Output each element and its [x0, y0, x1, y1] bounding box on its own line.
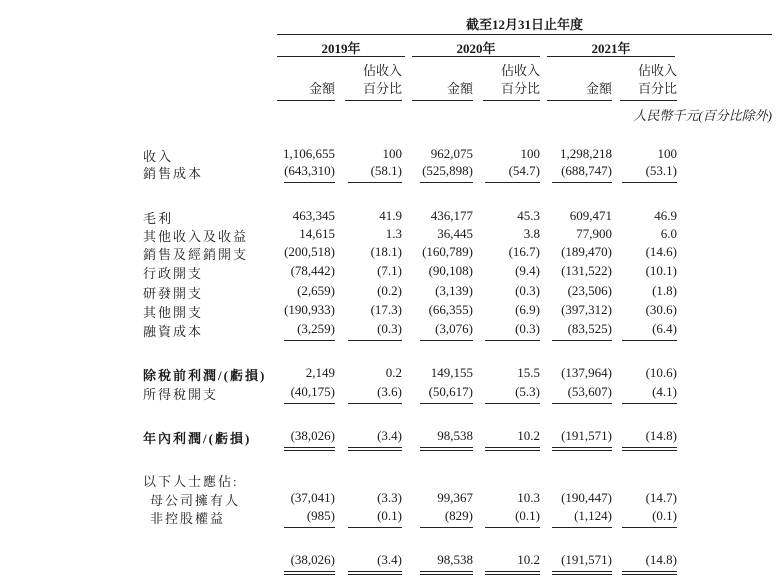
year-2019: 2019年 [321, 41, 361, 56]
row-label: 銷售成本 [143, 166, 204, 181]
subtotal-rule [284, 340, 335, 341]
cell-2020-pct: (0.3) [515, 321, 540, 336]
row-label: 銷售及經銷開支 [143, 247, 249, 262]
subtotal-rule [348, 527, 402, 528]
total-rule [284, 574, 335, 575]
total-rule [552, 447, 612, 448]
cell-2021-pct: (10.1) [645, 263, 677, 278]
total-rule [622, 447, 677, 448]
cell-2019-pct: (7.1) [377, 263, 402, 278]
total-rule [485, 447, 540, 448]
cell-2021-pct: 46.9 [654, 208, 677, 223]
total-rule [348, 447, 402, 448]
amount-head-2020: 金額 [446, 81, 473, 96]
pct-head-2021-l2: 百分比 [637, 81, 677, 96]
cell-2021-amount: (688,747) [561, 163, 612, 178]
table-row [0, 146, 779, 164]
total-rule [420, 450, 473, 451]
pct-head-2019-l2: 百分比 [362, 81, 402, 96]
period-rule [277, 34, 772, 35]
row-label: 非控股權益 [150, 511, 226, 526]
cell-2021-amount: (397,312) [561, 302, 612, 317]
cell-2020-pct: (5.3) [515, 384, 540, 399]
total-rule [348, 571, 402, 572]
subtotal-rule [622, 182, 677, 183]
row-label: 以下人士應佔: [143, 474, 239, 489]
head-rule [345, 100, 402, 101]
cell-2019-pct: 41.9 [379, 208, 402, 223]
subtotal-rule [348, 182, 402, 183]
row-label: 行政開支 [143, 266, 204, 281]
total-rule [485, 574, 540, 575]
head-rule [412, 100, 473, 101]
row-label: 其他開支 [143, 305, 204, 320]
subtotal-rule [552, 182, 612, 183]
row-label: 融資成本 [143, 324, 204, 339]
subtotal-rule [622, 340, 677, 341]
table-row [0, 244, 779, 262]
year-rule-2019 [277, 56, 405, 57]
cell-2020-pct: 10.3 [517, 490, 540, 505]
unit-caption: 人民幣千元(百分比除外) [633, 108, 772, 123]
cell-2020-amount: (3,076) [435, 321, 473, 336]
total-rule [622, 574, 677, 575]
total-rule [552, 574, 612, 575]
total-rule [284, 450, 335, 451]
cell-2020-amount: 98,538 [437, 552, 473, 567]
table-row [0, 208, 779, 226]
cell-2020-amount: (90,108) [428, 263, 473, 278]
subtotal-rule [485, 527, 540, 528]
row-label: 母公司擁有人 [150, 493, 241, 508]
cell-2019-amount: (38,026) [290, 428, 335, 443]
cell-2019-pct: (18.1) [370, 244, 402, 259]
cell-2021-pct: (30.6) [645, 302, 677, 317]
table-row [0, 384, 779, 402]
cell-2019-amount: 1,106,655 [283, 146, 335, 161]
row-label: 研發開支 [143, 286, 204, 301]
total-rule [420, 447, 473, 448]
table-row [0, 163, 779, 181]
cell-2021-pct: 100 [657, 146, 677, 161]
cell-2019-pct: (3.4) [377, 428, 402, 443]
cell-2020-amount: 99,367 [437, 490, 473, 505]
cell-2019-amount: (37,041) [290, 490, 335, 505]
cell-2020-pct: (0.1) [515, 508, 540, 523]
table-row [0, 302, 779, 320]
cell-2021-amount: (53,607) [567, 384, 612, 399]
total-rule [485, 450, 540, 451]
cell-2020-pct: 15.5 [517, 365, 540, 380]
cell-2021-pct: (1.8) [652, 283, 677, 298]
pct-head-2020-l1: 佔收入 [500, 63, 540, 78]
amount-head-2019: 金額 [308, 81, 335, 96]
table-row [0, 471, 779, 489]
period-title: 截至12月31日止年度 [465, 17, 583, 32]
amount-head-2021: 金額 [585, 81, 612, 96]
table-row [0, 226, 779, 244]
row-label: 年內利潤/(虧損) [143, 431, 252, 446]
cell-2021-amount: (190,447) [561, 490, 612, 505]
cell-2019-amount: (643,310) [284, 163, 335, 178]
cell-2020-amount: 98,538 [437, 428, 473, 443]
cell-2021-pct: (53.1) [645, 163, 677, 178]
cell-2021-pct: (10.6) [645, 365, 677, 380]
total-rule [348, 450, 402, 451]
cell-2019-amount: 2,149 [305, 365, 335, 380]
subtotal-rule [552, 340, 612, 341]
subtotal-rule [284, 403, 335, 404]
row-label: 其他收入及收益 [143, 229, 249, 244]
year-rule-2020 [412, 56, 540, 57]
subtotal-rule [622, 527, 677, 528]
pct-head-2021-l1: 佔收入 [637, 63, 677, 78]
cell-2019-amount: (190,933) [284, 302, 335, 317]
pct-head-2020-l2: 百分比 [500, 81, 540, 96]
head-rule [277, 100, 335, 101]
cell-2021-pct: (4.1) [652, 384, 677, 399]
cell-2019-amount: (200,518) [284, 244, 335, 259]
subtotal-rule [622, 403, 677, 404]
total-rule [284, 571, 335, 572]
cell-2019-amount: (78,442) [290, 263, 335, 278]
subtotal-rule [284, 527, 335, 528]
cell-2019-pct: (17.3) [370, 302, 402, 317]
total-rule [552, 571, 612, 572]
row-label: 所得稅開支 [143, 387, 219, 402]
row-label: 收入 [143, 149, 174, 164]
total-rule [420, 571, 473, 572]
cell-2019-amount: (2,659) [297, 283, 335, 298]
subtotal-rule [552, 403, 612, 404]
subtotal-rule [420, 527, 473, 528]
cell-2021-amount: (23,506) [567, 283, 612, 298]
cell-2021-pct: (14.8) [645, 428, 677, 443]
cell-2020-pct: 45.3 [517, 208, 540, 223]
total-rule [420, 574, 473, 575]
cell-2020-amount: (525,898) [422, 163, 473, 178]
cell-2020-pct: (9.4) [515, 263, 540, 278]
cell-2020-amount: (66,355) [428, 302, 473, 317]
cell-2020-amount: 36,445 [437, 226, 473, 241]
subtotal-rule [420, 340, 473, 341]
cell-2021-amount: (1,124) [574, 508, 612, 523]
cell-2021-pct: (14.7) [645, 490, 677, 505]
cell-2019-amount: (38,026) [290, 552, 335, 567]
cell-2021-pct: (14.8) [645, 552, 677, 567]
cell-2020-pct: 3.8 [523, 226, 540, 241]
head-rule [547, 100, 612, 101]
cell-2021-amount: (131,522) [561, 263, 612, 278]
cell-2021-amount: (189,470) [561, 244, 612, 259]
pct-head-2019-l1: 佔收入 [362, 63, 402, 78]
cell-2019-amount: (3,259) [297, 321, 335, 336]
cell-2019-pct: 100 [382, 146, 402, 161]
row-label: 毛利 [143, 211, 174, 226]
cell-2019-pct: (0.3) [377, 321, 402, 336]
cell-2021-pct: (14.6) [645, 244, 677, 259]
cell-2021-amount: 1,298,218 [560, 146, 612, 161]
cell-2019-pct: (3.3) [377, 490, 402, 505]
total-rule [485, 571, 540, 572]
cell-2019-pct: (58.1) [370, 163, 402, 178]
total-rule [284, 447, 335, 448]
total-rule [622, 450, 677, 451]
head-rule [620, 100, 677, 101]
cell-2019-amount: (985) [306, 508, 335, 523]
cell-2020-pct: (6.9) [515, 302, 540, 317]
cell-2020-amount: 962,075 [430, 146, 473, 161]
total-rule [348, 574, 402, 575]
head-rule [483, 100, 540, 101]
cell-2021-amount: (137,964) [561, 365, 612, 380]
cell-2020-amount: 436,177 [430, 208, 473, 223]
year-rule-2021 [547, 56, 675, 57]
table-row [0, 283, 779, 301]
cell-2021-pct: (0.1) [652, 508, 677, 523]
cell-2019-pct: 0.2 [385, 365, 402, 380]
table-row [0, 552, 779, 570]
table-row [0, 490, 779, 508]
cell-2021-amount: (191,571) [561, 552, 612, 567]
subtotal-rule [420, 182, 473, 183]
table-row [0, 321, 779, 339]
subtotal-rule [284, 182, 335, 183]
cell-2021-amount: 609,471 [569, 208, 612, 223]
cell-2019-pct: (0.2) [377, 283, 402, 298]
row-label: 除稅前利潤/(虧損) [143, 368, 267, 383]
cell-2019-amount: (40,175) [290, 384, 335, 399]
subtotal-rule [485, 403, 540, 404]
year-2020: 2020年 [456, 41, 496, 56]
subtotal-rule [552, 527, 612, 528]
cell-2020-pct: (54.7) [508, 163, 540, 178]
cell-2019-pct: (3.6) [377, 384, 402, 399]
cell-2020-pct: 10.2 [517, 428, 540, 443]
cell-2020-amount: (3,139) [435, 283, 473, 298]
cell-2020-pct: 100 [520, 146, 540, 161]
subtotal-rule [485, 182, 540, 183]
cell-2019-amount: 463,345 [292, 208, 335, 223]
cell-2019-pct: 1.3 [385, 226, 402, 241]
subtotal-rule [420, 403, 473, 404]
total-rule [552, 450, 612, 451]
subtotal-rule [348, 340, 402, 341]
cell-2020-pct: 10.2 [517, 552, 540, 567]
cell-2019-pct: (0.1) [377, 508, 402, 523]
table-row [0, 365, 779, 383]
total-rule [622, 571, 677, 572]
cell-2021-amount: (83,525) [567, 321, 612, 336]
table-row [0, 263, 779, 281]
cell-2019-amount: 14,615 [299, 226, 335, 241]
cell-2020-amount: (829) [444, 508, 473, 523]
cell-2021-pct: (6.4) [652, 321, 677, 336]
subtotal-rule [348, 403, 402, 404]
cell-2021-pct: 6.0 [660, 226, 677, 241]
cell-2020-amount: (50,617) [428, 384, 473, 399]
year-2021: 2021年 [591, 41, 631, 56]
cell-2020-pct: (16.7) [508, 244, 540, 259]
cell-2019-pct: (3.4) [377, 552, 402, 567]
cell-2020-pct: (0.3) [515, 283, 540, 298]
cell-2021-amount: 77,900 [576, 226, 612, 241]
table-row [0, 428, 779, 446]
table-row [0, 508, 779, 526]
cell-2020-amount: (160,789) [422, 244, 473, 259]
subtotal-rule [485, 340, 540, 341]
cell-2021-amount: (191,571) [561, 428, 612, 443]
cell-2020-amount: 149,155 [430, 365, 473, 380]
